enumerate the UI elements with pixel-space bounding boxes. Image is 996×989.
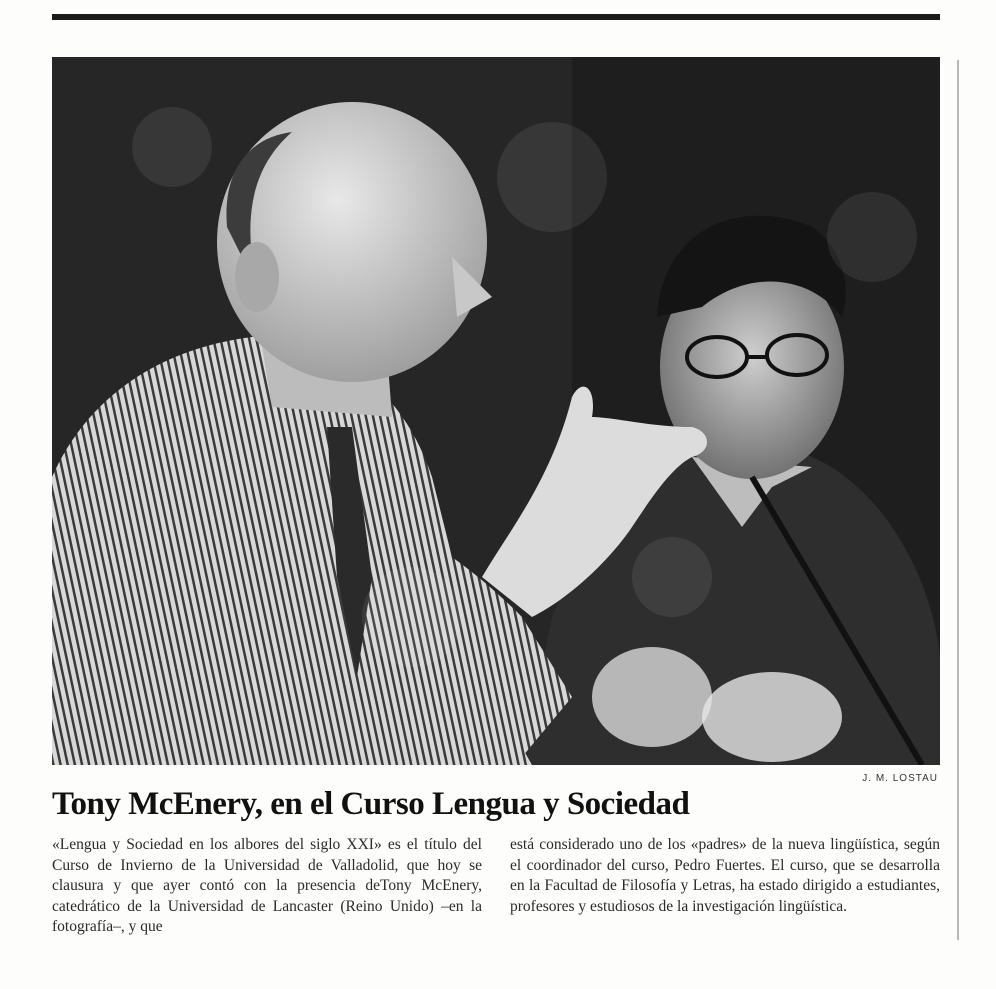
article-body-column-1: «Lengua y Sociedad en los albores del siglo XXI» es el título del Curso de Invierno de la Universidad de Valladolid, que hoy se clausura y que ayer contó con la presencia deTony McEnery, catedrático de la Universidad de Lancaster (Reino Unido) –en la fotografía–, y que	[52, 836, 482, 935]
news-photo	[52, 57, 940, 765]
article-headline: Tony McEnery, en el Curso Lengua y Sociedad	[52, 786, 690, 822]
article-body-column-2: está considerado uno de los «padres» de la nueva lingüística, según el coordinador del curso, Pedro Fuertes. El curso, que se desarrolla en la Facultad de Filosofía y Letras, ha estado dirigido a estudiantes, profesores y estudiosos de la investigación lingüística.	[510, 836, 940, 915]
photo-illustration	[52, 57, 940, 765]
left-man-head	[217, 102, 487, 382]
top-rule	[52, 14, 940, 20]
column-divider	[957, 60, 959, 940]
photo-credit: J. M. LOSTAU	[862, 773, 938, 784]
